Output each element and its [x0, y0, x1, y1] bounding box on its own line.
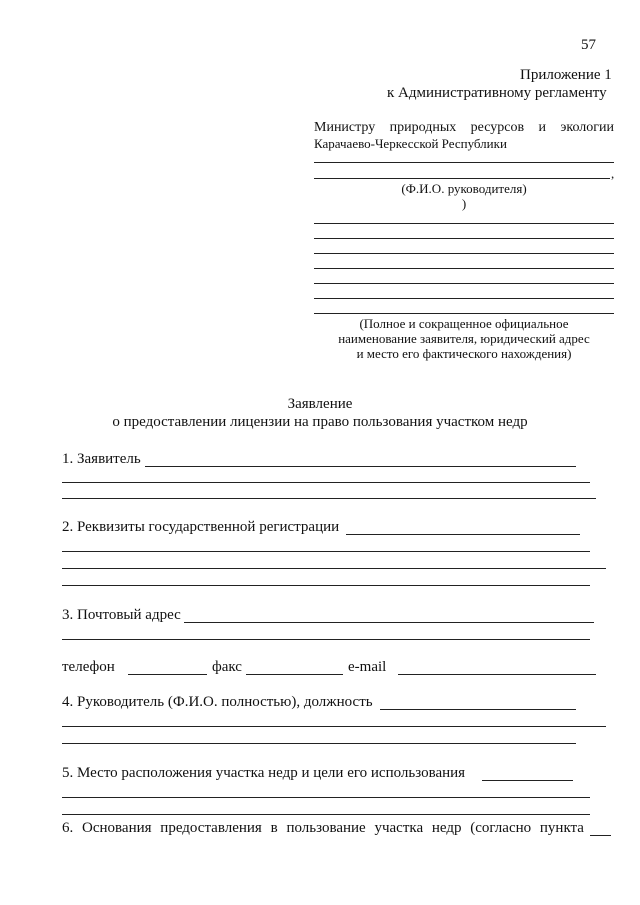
- addressee-word: природных: [389, 120, 457, 135]
- grounds-word: пользование: [286, 820, 366, 836]
- field-postal-line[interactable]: [62, 639, 590, 640]
- addressee-comma: ,: [611, 166, 615, 181]
- field-registration-line[interactable]: [62, 585, 590, 586]
- field-head-line[interactable]: [380, 709, 576, 710]
- appendix-line1: Приложение 1: [520, 67, 612, 83]
- applicant-caption-line2: наименование заявителя, юридический адрес: [338, 331, 590, 346]
- field-postal-label: 3. Почтовый адрес: [62, 607, 181, 623]
- field-applicant-label: 1. Заявитель: [62, 451, 141, 467]
- field-fax-label: факс: [212, 659, 242, 675]
- grounds-word: 6.: [62, 820, 74, 836]
- page-number: 57: [581, 37, 596, 53]
- field-phone-label: телефон: [62, 659, 115, 675]
- field-fax-line[interactable]: [246, 674, 343, 675]
- grounds-word: предоставления: [160, 820, 262, 836]
- addressee-word: и: [538, 120, 546, 135]
- applicant-caption-line1: (Полное и сокращенное официальное: [359, 316, 569, 331]
- applicant-caption-line3: и место его фактического нахождения): [356, 346, 572, 361]
- field-location-line[interactable]: [482, 780, 573, 781]
- field-email-line[interactable]: [398, 674, 596, 675]
- addressee-word: ресурсов: [470, 120, 525, 135]
- field-applicant-line[interactable]: [145, 466, 576, 467]
- field-head-line[interactable]: [62, 726, 606, 727]
- field-applicant-line[interactable]: [62, 498, 596, 499]
- applicant-blank-line: [314, 238, 614, 239]
- fio-caption: (Ф.И.О. руководителя): [401, 181, 527, 196]
- document-title: Заявление: [287, 396, 353, 412]
- field-registration-label: 2. Реквизиты государственной регистрации: [62, 519, 340, 535]
- addressee-line1: [314, 120, 614, 136]
- grounds-word: (согласно: [470, 820, 532, 836]
- field-head-line[interactable]: [62, 743, 576, 744]
- field-grounds-label: [62, 820, 584, 837]
- closing-paren: ): [461, 196, 467, 211]
- grounds-word: участка: [374, 820, 424, 836]
- grounds-word: недр: [431, 820, 462, 836]
- field-registration-line[interactable]: [62, 551, 590, 552]
- addressee-blank-line: [314, 162, 614, 163]
- field-location-label: 5. Место расположения участка недр и цели его использования: [62, 765, 466, 781]
- field-email-label: e-mail: [348, 659, 387, 675]
- grounds-word: в: [270, 820, 278, 836]
- addressee-word: Министру: [314, 120, 376, 135]
- field-applicant-line[interactable]: [62, 482, 590, 483]
- applicant-blank-line: [314, 298, 614, 299]
- document-subtitle: о предоставлении лицензии на право пользования участком недр: [112, 414, 528, 430]
- applicant-blank-line: [314, 253, 614, 254]
- addressee-word: экологии: [560, 120, 614, 135]
- appendix-line2: к Административному регламенту: [387, 85, 607, 101]
- field-location-line[interactable]: [62, 797, 590, 798]
- field-phone-line[interactable]: [128, 674, 207, 675]
- addressee-line2: Карачаево-Черкесской Республики: [314, 136, 507, 151]
- applicant-blank-line: [314, 283, 614, 284]
- applicant-blank-line: [314, 268, 614, 269]
- applicant-blank-line: [314, 313, 614, 314]
- grounds-word: пункта: [539, 820, 584, 836]
- grounds-word: Основания: [82, 820, 152, 836]
- field-postal-line[interactable]: [184, 622, 594, 623]
- field-registration-line[interactable]: [62, 568, 606, 569]
- field-head-label: 4. Руководитель (Ф.И.О. полностью), должность: [62, 694, 373, 710]
- addressee-blank-line: [314, 178, 610, 179]
- field-location-line[interactable]: [62, 814, 590, 815]
- applicant-blank-line: [314, 223, 614, 224]
- field-grounds-line[interactable]: [590, 835, 611, 836]
- field-registration-line[interactable]: [346, 534, 580, 535]
